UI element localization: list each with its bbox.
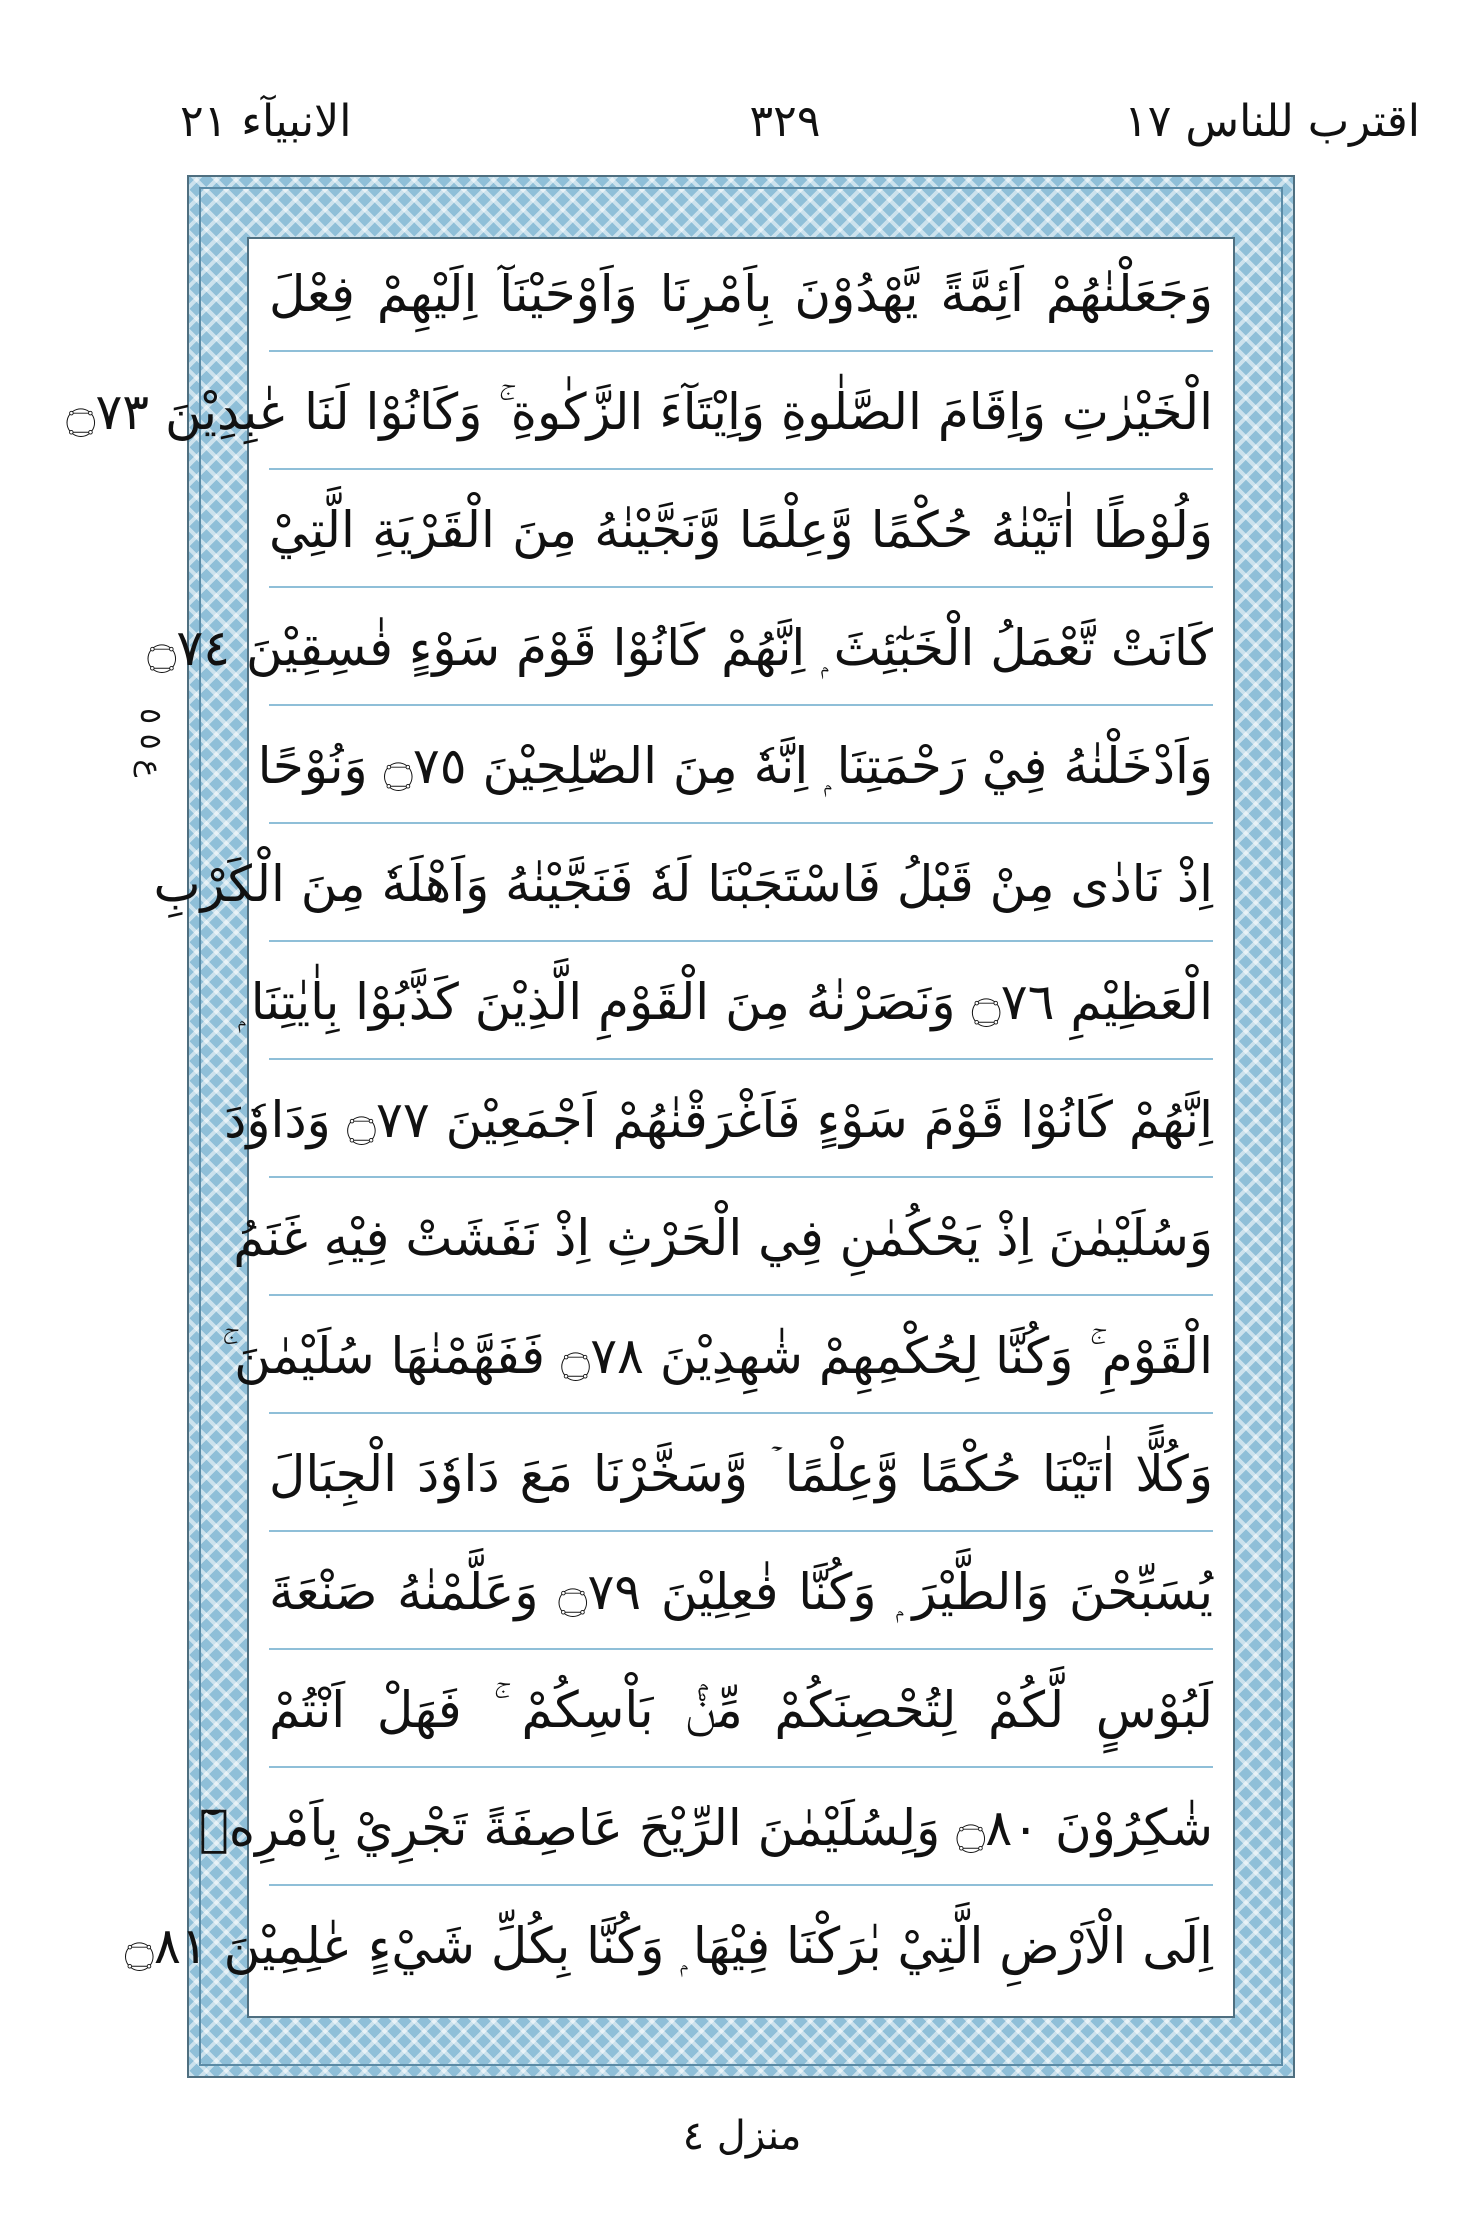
verse-line: اِلَى الْاَرْضِ الَّتِيْ بٰرَكْنَا فِيْهَا ۭ وَكُنَّا بِكُلِّ شَيْءٍ عٰلِمِيْنَ ۝٨١ (124, 1917, 1213, 1975)
verse-line: اِنَّهُمْ كَانُوْا قَوْمَ سَوْءٍ فَاَغْرَقْنٰهُمْ اَجْمَعِيْنَ ۝٧٧ وَدَاوٗدَ (269, 1065, 1213, 1178)
ruku-marker: ع ٥ ٥ (133, 708, 168, 778)
verse-line: وَكُلًّا اٰتَيْنَا حُكْمًا وَّعِلْمًا ۡ وَّسَخَّرْنَا مَعَ دَاوٗدَ الْجِبَالَ (269, 1419, 1213, 1532)
verse-line: لَبُوْسٍ لَّكُمْ لِتُحْصِنَكُمْ مِّنْۢ بَاْسِكُمْ ۚ فَهَلْ اَنْتُمْ (269, 1655, 1213, 1768)
page-number: ٣٢٩ (749, 96, 821, 147)
verse-line: الْقَوْمِ ۚ وَكُنَّا لِحُكْمِهِمْ شٰهِدِيْنَ ۝٧٨ فَفَهَّمْنٰهَا سُلَيْمٰنَ ۚ (269, 1301, 1213, 1414)
page-header (150, 92, 1420, 162)
verse-line: كَانَتْ تَّعْمَلُ الْخَبٰٓئِثَ ۭ اِنَّهُمْ كَانُوْا قَوْمَ سَوْءٍ فٰسِقِيْنَ ۝٧٤ (269, 593, 1213, 706)
verse-line: يُسَبِّحْنَ وَالطَّيْرَ ۭ وَكُنَّا فٰعِلِيْنَ ۝٧٩ وَعَلَّمْنٰهُ صَنْعَةَ (269, 1537, 1213, 1650)
verse-line: وَسُلَيْمٰنَ اِذْ يَحْكُمٰنِ فِي الْحَرْثِ اِذْ نَفَشَتْ فِيْهِ غَنَمُ (269, 1183, 1213, 1296)
surah-title: الانبيآء ٢١ (180, 96, 352, 147)
verse-line: وَاَدْخَلْنٰهُ فِيْ رَحْمَتِنَا ۭ اِنَّهٗ مِنَ الصّٰلِحِيْنَ ۝٧٥ وَنُوْحًا (269, 711, 1213, 824)
verse-line: وَجَعَلْنٰهُمْ اَئِمَّةً يَّهْدُوْنَ بِاَمْرِنَا وَاَوْحَيْنَآ اِلَيْهِمْ فِعْلَ (269, 239, 1213, 352)
verse-line: شٰكِرُوْنَ ۝٨٠ وَلِسُلَيْمٰنَ الرِّيْحَ عَاصِفَةً تَجْرِيْ بِاَمْرِهٖٓ (269, 1773, 1213, 1886)
verse-line: الْخَيْرٰتِ وَاِقَامَ الصَّلٰوةِ وَاِيْتَآءَ الزَّكٰوةِ ۚ وَكَانُوْا لَنَا عٰبِدِيْنَ ۝٧٣ (269, 357, 1213, 470)
verse-line: اِذْ نَادٰى مِنْ قَبْلُ فَاسْتَجَبْنَا لَهٗ فَنَجَّيْنٰهُ وَاَهْلَهٗ مِنَ الْكَرْبِ (269, 829, 1213, 942)
verse-line: الْعَظِيْمِ ۝٧٦ وَنَصَرْنٰهُ مِنَ الْقَوْمِ الَّذِيْنَ كَذَّبُوْا بِاٰيٰتِنَا ۭ (269, 947, 1213, 1060)
verse-line: وَلُوْطًا اٰتَيْنٰهُ حُكْمًا وَّعِلْمًا وَّنَجَّيْنٰهُ مِنَ الْقَرْيَةِ الَّتِيْ (269, 475, 1213, 588)
juz-title: اقترب للناس ١٧ (1124, 96, 1420, 147)
manzil-footer: منزل ٤ (682, 2113, 802, 2159)
